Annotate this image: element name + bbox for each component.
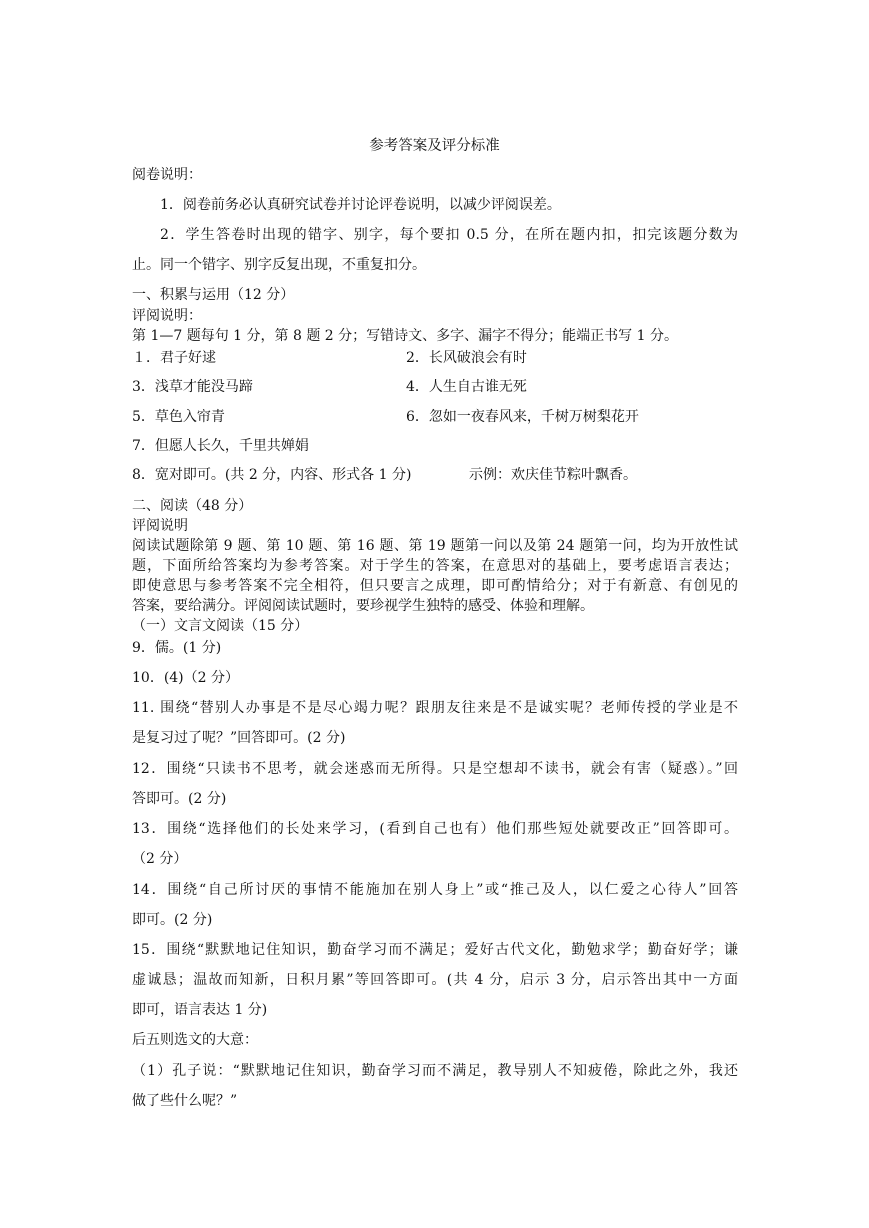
summary-heading: 后五则选文的大意： (132, 1032, 258, 1048)
answer-8-example: 示例：欢庆佳节粽叶飘香。 (469, 467, 637, 483)
summary-1-line-2: 做了些什么呢？” (132, 1093, 238, 1109)
section-2-note-label: 评阅说明 (132, 518, 188, 534)
question-14-line-2: 即可。(2 分) (132, 912, 213, 928)
section-2-note-line-3: 即使意思与参考答案不完全相符，但只要言之成理，即可酌情给分；对于有新意、有创见的 (132, 578, 738, 594)
answer-7: 7．但愿人长久，千里共婵娟 (132, 438, 309, 454)
intro-item-2-line-2: 止。同一个错字、别字反复出现，不重复扣分。 (132, 257, 426, 273)
answer-3: 3．浅草才能没马蹄 (132, 379, 253, 395)
answer-5: 5．草色入帘青 (132, 409, 225, 425)
question-15-line-2: 虚诚恳；温故而知新，日积月累”等回答即可。(共 4 分，启示 3 分，启示答出其中一方面 (132, 972, 738, 988)
question-11-line-1: 11. 围绕“替别人办事是不是尽心竭力呢？跟朋友往来是不是诚实呢？老师传授的学业是不 (132, 700, 738, 716)
question-10: 10．(4)（2 分） (132, 670, 240, 686)
question-13-line-1: 13．围绕“选择他们的长处来学习，(看到自己也有）他们那些短处就要改正”回答即可。 (132, 821, 738, 837)
intro-heading: 阅卷说明： (132, 167, 202, 183)
subsection-1-heading: （一）文言文阅读（15 分） (132, 618, 309, 634)
question-12-line-1: 12．围绕“只读书不思考，就会迷惑而无所得。只是空想却不读书，就会有害（疑惑）。”回 (132, 761, 738, 777)
question-15-line-1: 15．围绕“默默地记住知识，勤奋学习而不满足；爱好古代文化，勤勉求学；勤奋好学；谦 (132, 942, 738, 958)
question-11-line-2: 是复习过了呢？”回答即可。(2 分) (132, 730, 346, 746)
answer-8: 8．宽对即可。(共 2 分，内容、形式各 1 分) (132, 467, 412, 483)
section-2-heading: 二、阅读（48 分） (132, 498, 253, 514)
section-2-note-line-4: 答案，要给满分。评阅阅读试题时，要珍视学生独特的感受、体验和理解。 (132, 598, 594, 614)
summary-1-line-1: （1）孔子说：“默默地记住知识，勤奋学习而不满足，教导别人不知疲倦，除此之外，我还 (132, 1063, 738, 1079)
question-12-line-2: 答即可。(2 分) (132, 791, 227, 807)
answer-1: １．君子好逑 (132, 350, 216, 366)
page-title: 参考答案及评分标准 (369, 138, 500, 154)
question-15-line-3: 即可，语言表达 1 分) (132, 1002, 268, 1018)
section-2-note-line-1: 阅读试题除第 9 题、第 10 题、第 16 题、第 19 题第一问以及第 24 题第一问，均为开放性试 (132, 538, 738, 554)
intro-item-2-line-1: 2．学生答卷时出现的错字、别字，每个要扣 0.5 分，在所在题内扣，扣完该题分数为 (160, 227, 738, 243)
intro-item-1: 1．阅卷前务必认真研究试卷并讨论评卷说明，以减少评阅误差。 (160, 197, 561, 213)
question-13-line-2: （2 分） (132, 851, 188, 867)
answer-4: 4．人生自古谁无死 (406, 379, 527, 395)
answer-2: 2．长风破浪会有时 (406, 350, 527, 366)
question-9: 9．儒。(1 分) (132, 640, 222, 656)
section-2-note-line-2: 题，下面所给答案均为参考答案。对于学生的答案，在意思对的基础上，要考虑语言表达； (132, 558, 738, 574)
section-1-heading: 一、积累与运用（12 分） (132, 287, 295, 303)
question-14-line-1: 14．围绕“自己所讨厌的事情不能施加在别人身上”或“推己及人，以仁爱之心待人”回答 (132, 882, 738, 898)
answer-6: 6．忽如一夜春风来，千树万树梨花开 (406, 409, 639, 425)
section-1-note: 第 1—7 题每句 1 分，第 8 题 2 分；写错诗文、多字、漏字不得分；能端正书写 1 分。 (132, 328, 678, 344)
section-1-note-label: 评阅说明： (132, 308, 202, 324)
